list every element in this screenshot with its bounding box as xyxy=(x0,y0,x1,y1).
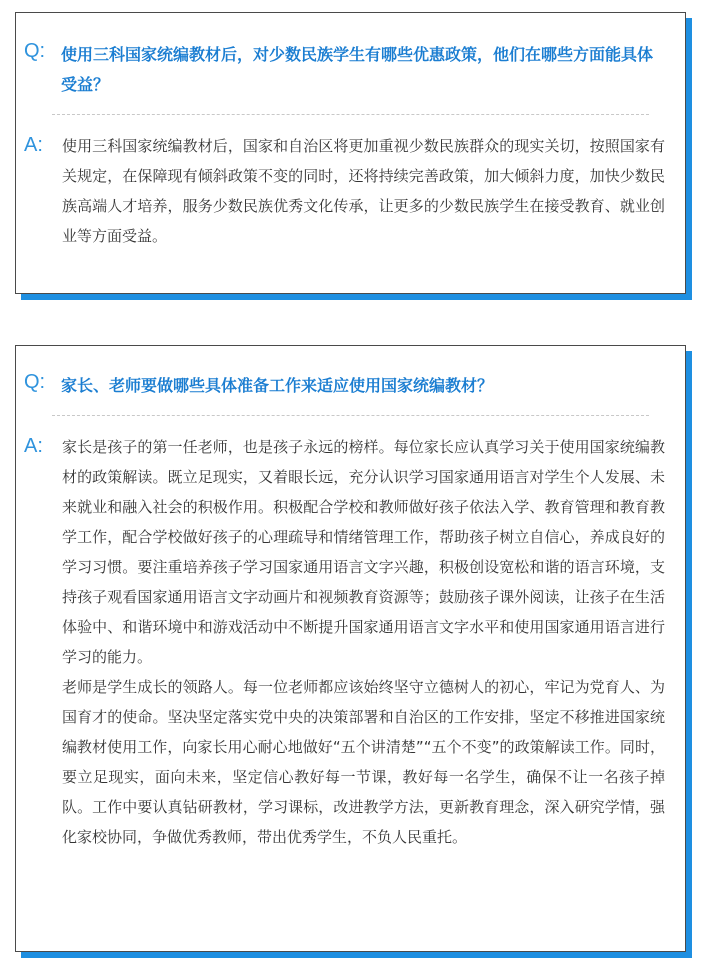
question-mark: Q: xyxy=(24,40,46,62)
answer-mark: A: xyxy=(24,134,43,156)
question-text: 家长、老师要做哪些具体准备工作来适应使用国家统编教材？ xyxy=(61,376,494,395)
question-mark: Q: xyxy=(24,371,46,393)
qa-card xyxy=(15,345,686,952)
qa-card xyxy=(15,12,686,294)
answer-text xyxy=(62,432,665,852)
answer-row xyxy=(24,131,665,251)
divider xyxy=(52,114,649,115)
answer-text xyxy=(62,131,665,251)
answer-row xyxy=(24,432,665,852)
divider xyxy=(52,415,649,416)
answer-paragraph: 使用三科国家统编教材后，国家和自治区将更加重视少数民族群众的现实关切，按照国家有关规定，在保障现有倾斜政策不变的同时，还将持续完善政策，加大倾斜力度，加快少数民族高端人才培养，服务少数民族优秀文化传承，让更多的少数民族学生在接受教育、就业创业等方面受益。 xyxy=(62,137,665,245)
answer-paragraph: 老师是学生成长的领路人。每一位老师都应该始终坚守立德树人的初心，牢记为党育人、为国育才的使命。坚决坚定落实党中央的决策部署和自治区的工作安排，坚定不移推进国家统编教材使用工作，向家长用心耐心地做好“五个讲清楚”“五个不变”的政策解读工作。同时，要立足现实，面向未来，坚定信心教好每一节课，教好每一名学生，确保不让一名孩子掉队。工作中要认真钻研教材，学习课标，改进教学方法，更新教育理念，深入研究学情，强化家校协同，争做优秀教师，带出优秀学生，不负人民重托。 xyxy=(62,678,665,846)
answer-mark: A: xyxy=(24,435,43,457)
question-row xyxy=(24,40,665,100)
question-text: 使用三科国家统编教材后，对少数民族学生有哪些优惠政策，他们在哪些方面能具体受益？ xyxy=(61,45,654,94)
answer-paragraph: 家长是孩子的第一任老师，也是孩子永远的榜样。每位家长应认真学习关于使用国家统编教材的政策解读。既立足现实，又着眼长远，充分认识学习国家通用语言对学生个人发展、未来就业和融入社会的积极作用。积极配合学校和教师做好孩子依法入学、教育管理和教育教学工作，配合学校做好孩子的心理疏导和情绪管理工作，帮助孩子树立自信心，养成良好的学习习惯。要注重培养孩子学习国家通用语言文字兴趣，积极创设宽松和谐的语言环境，支持孩子观看国家通用语言文字动画片和视频教育资源等；鼓励孩子课外阅读，让孩子在生活体验中、和谐环境中和游戏活动中不断提升国家通用语言文字水平和使用国家通用语言进行学习的能力。 xyxy=(62,438,665,666)
question-row xyxy=(24,371,665,401)
